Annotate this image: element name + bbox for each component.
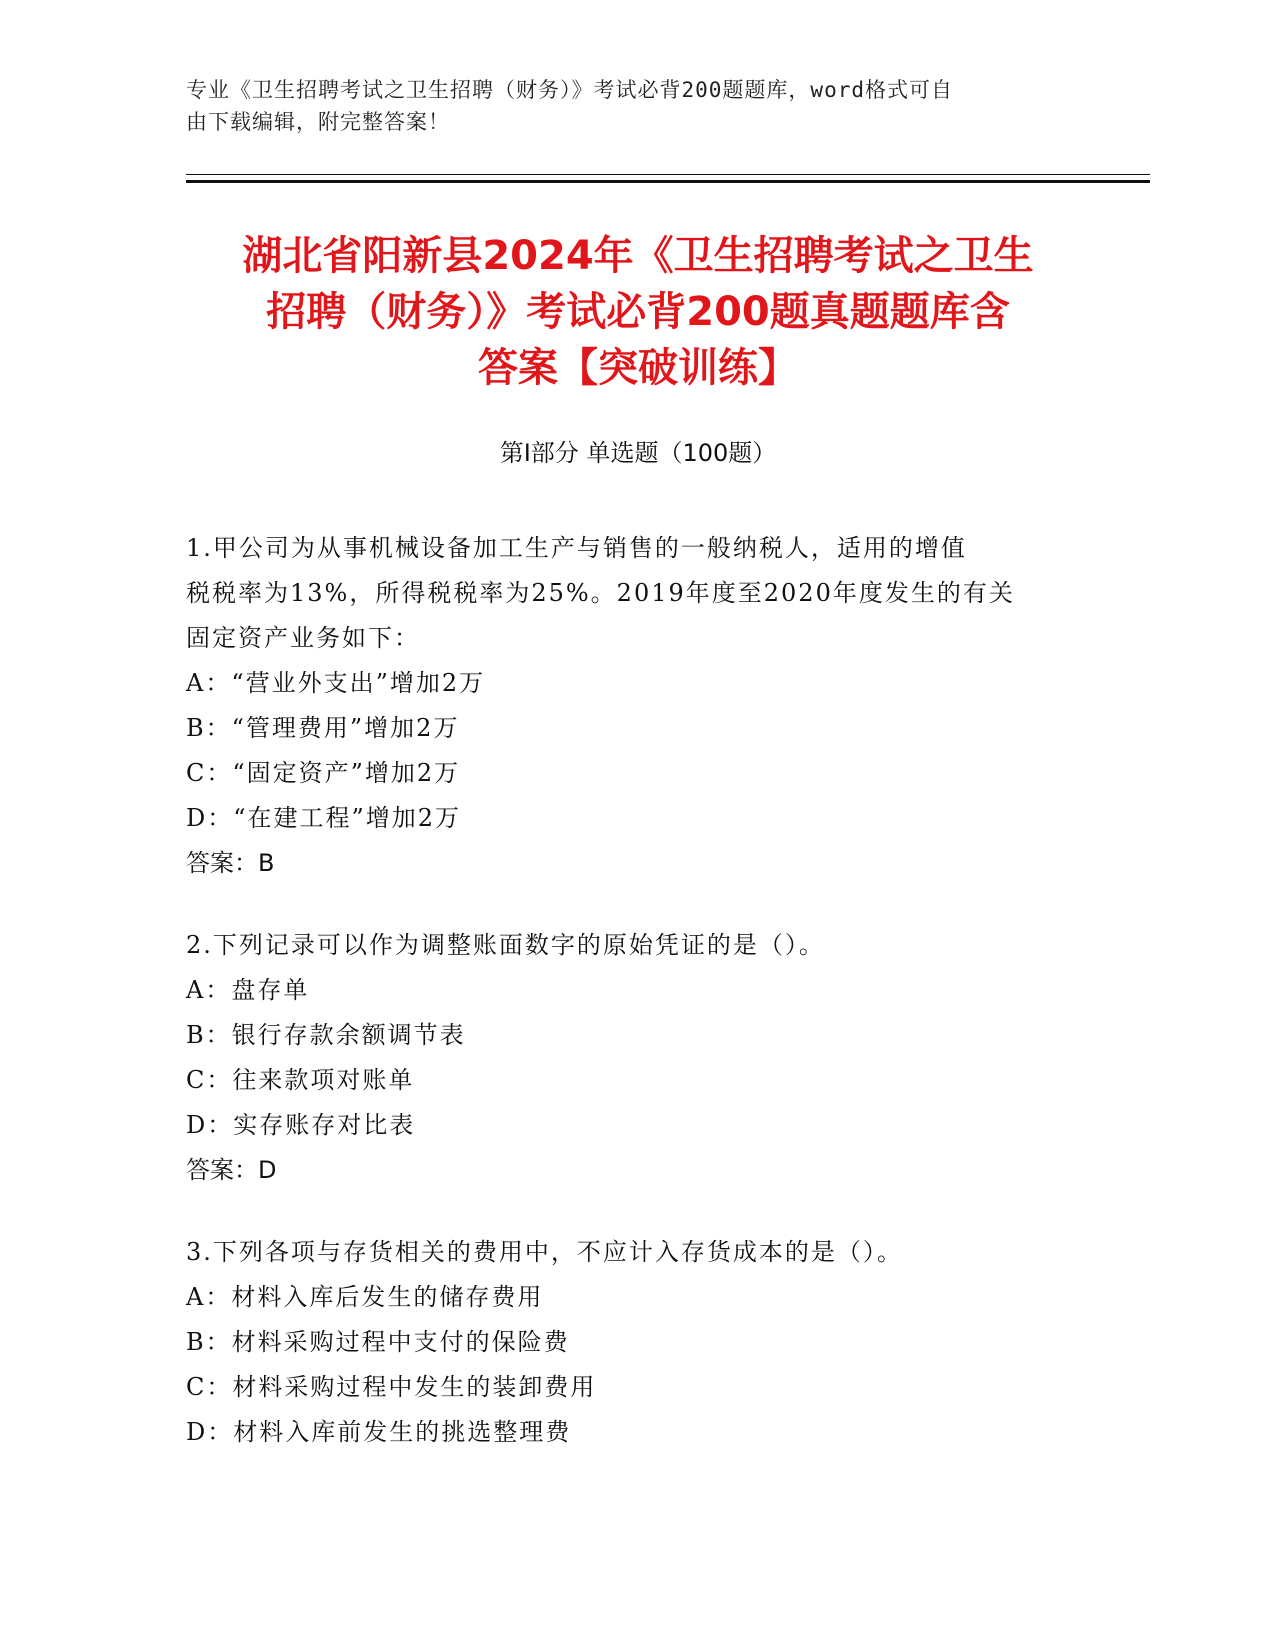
question-1 <box>186 526 1066 886</box>
option-b: B：“管理费用”增加2万 <box>186 714 460 742</box>
document-title-line-1: 湖北省阳新县2024年《卫生招聘考试之卫生 <box>242 233 1034 279</box>
question-stem-line: 1.甲公司为从事机械设备加工生产与销售的一般纳税人，适用的增值 <box>186 534 967 562</box>
option-c: C：“固定资产”增加2万 <box>186 759 461 787</box>
header-divider-thick <box>186 180 1150 183</box>
section-heading: 第Ⅰ部分 单选题（100题） <box>499 439 777 467</box>
option-b: B：材料采购过程中支付的保险费 <box>186 1328 570 1356</box>
option-d: D：“在建工程”增加2万 <box>186 804 462 832</box>
option-c: C：往来款项对账单 <box>186 1066 415 1094</box>
header-note <box>186 74 1066 138</box>
question-stem-line: 固定资产业务如下： <box>186 624 420 652</box>
question-stem-line: 2.下列记录可以作为调整账面数字的原始凭证的是（）。 <box>186 931 825 959</box>
document-title <box>186 228 1090 396</box>
answer: 答案：B <box>186 849 275 877</box>
option-a: A：“营业外支出”增加2万 <box>186 669 486 697</box>
header-note-line-2: 由下载编辑，附完整答案！ <box>186 110 450 134</box>
question-3 <box>186 1230 1066 1455</box>
option-a: A：材料入库后发生的储存费用 <box>186 1283 544 1311</box>
option-d: D：材料入库前发生的挑选整理费 <box>186 1418 572 1446</box>
option-d: D：实存账存对比表 <box>186 1111 416 1139</box>
option-a: A：盘存单 <box>186 976 310 1004</box>
document-title-line-2: 招聘（财务）》考试必背200题真题题库含 <box>266 289 1010 335</box>
question-stem-line: 税税率为13%，所得税税率为25%。2019年度至2020年度发生的有关 <box>186 579 1015 607</box>
option-c: C：材料采购过程中发生的装卸费用 <box>186 1373 597 1401</box>
option-b: B：银行存款余额调节表 <box>186 1021 466 1049</box>
header-divider-thin <box>186 174 1150 175</box>
document-title-line-3: 答案【突破训练】 <box>478 345 798 391</box>
question-stem-line: 3.下列各项与存货相关的费用中，不应计入存货成本的是（）。 <box>186 1238 903 1266</box>
answer: 答案：D <box>186 1156 277 1184</box>
header-note-line-1: 专业《卫生招聘考试之卫生招聘（财务）》考试必背200题题库，word格式可自 <box>186 78 953 102</box>
question-2 <box>186 923 1066 1193</box>
question-list <box>186 526 1066 1492</box>
